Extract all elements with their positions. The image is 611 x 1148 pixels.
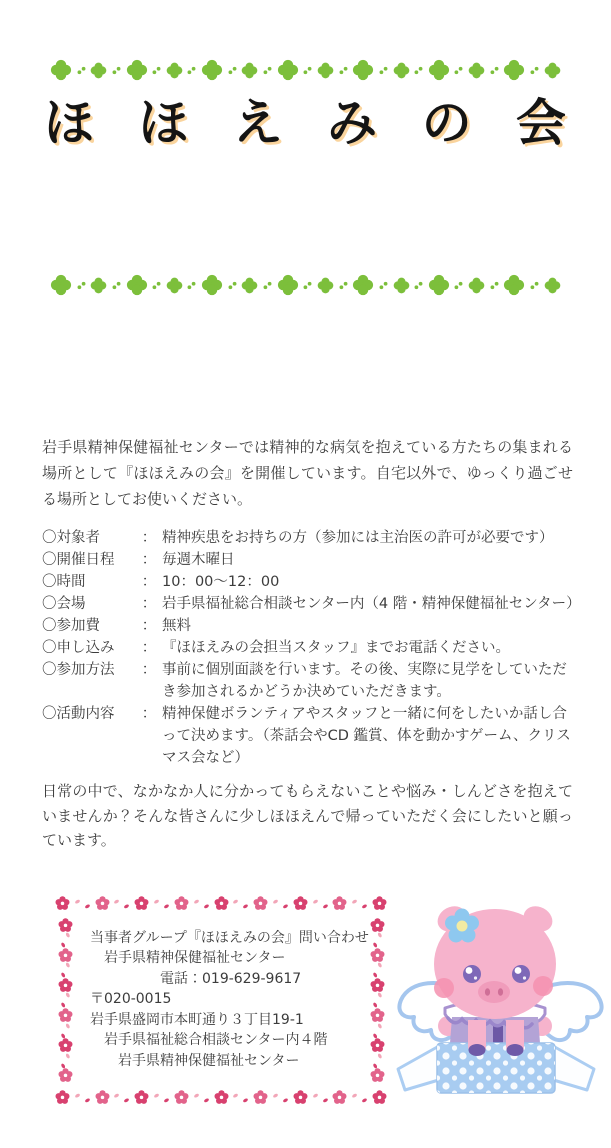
- sparkle-icon: [338, 280, 349, 291]
- title-char: え: [232, 94, 283, 152]
- info-label: 〇参加費: [42, 618, 100, 634]
- title-char: の: [421, 94, 472, 152]
- clover-icon: [544, 62, 561, 79]
- sakura-petal-icon: [112, 1090, 133, 1105]
- sparkle-icon: [529, 65, 540, 76]
- clover-icon: [468, 277, 485, 294]
- intro-paragraph: 岩手県精神保健福祉センターでは精神的な病気を抱えている方たちの集まれる場所として『ほほえみの会』を開催しています。自宅以外で、ゆっくり過ごせる場所としてお使いください。: [42, 438, 573, 508]
- sparkle-icon: [489, 65, 500, 76]
- sakura-flower-icon: [332, 1090, 347, 1105]
- contact-line: 当事者グループ『ほほえみの会』問い合わせ: [90, 929, 369, 946]
- flyer-page: [0, 58, 611, 1069]
- info-colon: ：: [141, 640, 157, 656]
- sparkle-icon: [302, 65, 313, 76]
- sakura-petal-icon: [72, 1090, 93, 1105]
- clover-icon: [317, 277, 334, 294]
- pig-head: [433, 901, 557, 1019]
- clover-icon: [166, 62, 183, 79]
- gift-box: [437, 1043, 555, 1093]
- info-row: [42, 637, 575, 659]
- closing-paragraph: 日常の中で、なかなか人に分かってもらえないことや悩み・しんどさを抱えていませんか？そんな皆さんに少しほほえんで帰っていただく会にしたいと願っています。: [42, 782, 573, 849]
- info-row: [42, 593, 581, 615]
- info-colon: ：: [141, 618, 157, 634]
- sparkle-icon: [151, 65, 162, 76]
- sparkle-icon: [111, 280, 122, 291]
- sakura-flower-icon: [174, 1090, 189, 1105]
- clover-icon: [241, 62, 258, 79]
- sparkle-icon: [186, 280, 197, 291]
- info-colon: ：: [141, 552, 157, 568]
- info-value: 岩手県福祉総合相談センター内（4 階・精神保健福祉センター）: [162, 596, 581, 612]
- page-title: [44, 94, 566, 152]
- contact-box: [52, 894, 390, 1108]
- clover-icon: [90, 62, 107, 79]
- info-value: 精神疾患をお持ちの方（参加には主治医の許可が必要です）: [162, 530, 554, 546]
- sparkle-icon: [338, 65, 349, 76]
- sparkle-icon: [227, 65, 238, 76]
- title-char: ほ: [138, 94, 189, 152]
- clover-border-top: [50, 58, 561, 82]
- clover-icon: [201, 274, 223, 296]
- clover-icon: [544, 277, 561, 294]
- info-colon: ：: [141, 596, 157, 612]
- info-label: 〇参加方法: [42, 662, 115, 678]
- contact-line: 電話：019-629-9617: [160, 970, 302, 987]
- sakura-flower-icon: [293, 1090, 308, 1105]
- sakura-flower-icon: [214, 1090, 229, 1105]
- angel-pig-illustration: [390, 886, 611, 1116]
- sparkle-icon: [413, 280, 424, 291]
- sparkle-icon: [111, 65, 122, 76]
- sakura-flower-icon: [372, 1090, 387, 1105]
- pig-snout: [478, 981, 510, 1003]
- clover-icon: [126, 274, 148, 296]
- info-row: [42, 659, 575, 703]
- sparkle-icon: [186, 65, 197, 76]
- clover-icon: [277, 274, 299, 296]
- sakura-petal-icon: [310, 1090, 331, 1105]
- clover-border-bottom: [50, 154, 561, 416]
- info-value: 『ほほえみの会担当スタッフ』までお電話ください。: [162, 640, 510, 656]
- info-value: 毎週木曜日: [162, 552, 235, 568]
- sparkle-icon: [529, 280, 540, 291]
- sparkle-icon: [489, 280, 500, 291]
- info-label: 〇活動内容: [42, 706, 115, 722]
- sakura-border-bottom: [55, 1088, 387, 1108]
- clover-icon: [201, 59, 223, 81]
- sakura-petal-icon: [191, 1090, 212, 1105]
- sparkle-icon: [262, 65, 273, 76]
- info-row: [42, 571, 575, 593]
- info-row: [42, 615, 575, 637]
- sakura-flower-icon: [253, 1090, 268, 1105]
- clover-icon: [393, 62, 410, 79]
- info-value: 精神保健ボランティアやスタッフと一緒に何をしたいか話し合って決めます。（茶話会やCD 鑑賞、体を動かすゲーム、クリスマス会など）: [162, 706, 571, 766]
- clover-icon: [50, 59, 72, 81]
- info-label: 〇対象者: [42, 530, 100, 546]
- info-colon: ：: [141, 574, 157, 590]
- sakura-flower-icon: [55, 1090, 70, 1105]
- sakura-petal-icon: [270, 1090, 291, 1105]
- sakura-petal-icon: [151, 1090, 172, 1105]
- info-label: 〇申し込み: [42, 640, 115, 656]
- sparkle-icon: [262, 280, 273, 291]
- clover-icon: [90, 277, 107, 294]
- sakura-petal-icon: [349, 1090, 370, 1105]
- info-label: 〇会場: [42, 596, 86, 612]
- clover-icon: [241, 277, 258, 294]
- clover-icon: [166, 277, 183, 294]
- info-label: 〇開催日程: [42, 552, 115, 568]
- sparkle-icon: [76, 65, 87, 76]
- clover-icon: [126, 59, 148, 81]
- sparkle-icon: [453, 280, 464, 291]
- clover-icon: [428, 59, 450, 81]
- info-row: [42, 703, 575, 769]
- contact-lines: [52, 894, 390, 1072]
- info-colon: ：: [141, 706, 157, 722]
- clover-icon: [428, 274, 450, 296]
- sparkle-icon: [378, 280, 389, 291]
- sparkle-icon: [302, 280, 313, 291]
- sparkle-icon: [227, 280, 238, 291]
- pig-skirt: [448, 1017, 540, 1043]
- contact-line: 岩手県福祉総合相談センター内４階: [104, 1032, 328, 1048]
- info-colon: ：: [141, 662, 157, 678]
- clover-icon: [277, 59, 299, 81]
- clover-icon: [352, 274, 374, 296]
- clover-icon: [317, 62, 334, 79]
- sparkle-icon: [453, 65, 464, 76]
- info-list: [42, 527, 581, 769]
- clover-icon: [503, 274, 525, 296]
- title-char: 会: [515, 94, 566, 152]
- info-row: [42, 549, 575, 571]
- title-char: み: [327, 94, 378, 152]
- info-value: 事前に個別面談を行います。その後、実際に見学をしていただき参加されるかどうか決めていただきます。: [162, 662, 567, 700]
- contact-line: 〒020-0015: [90, 991, 172, 1007]
- sakura-flower-icon: [134, 1090, 149, 1105]
- sparkle-icon: [413, 65, 424, 76]
- info-value: 10：00～12：00: [162, 574, 280, 590]
- footer-area: [0, 886, 611, 1148]
- clover-icon: [352, 59, 374, 81]
- sakura-petal-icon: [231, 1090, 252, 1105]
- info-label: 〇時間: [42, 574, 86, 590]
- clover-icon: [393, 277, 410, 294]
- contact-line: 岩手県精神保健福祉センター: [104, 950, 286, 966]
- sparkle-icon: [76, 280, 87, 291]
- info-value: 無料: [162, 618, 191, 634]
- sparkle-icon: [151, 280, 162, 291]
- contact-line: 岩手県精神保健福祉センター: [118, 1052, 300, 1069]
- clover-icon: [468, 62, 485, 79]
- title-char: ほ: [44, 94, 94, 152]
- contact-line: 岩手県盛岡市本町通り３丁目19-1: [90, 1011, 304, 1028]
- clover-icon: [50, 274, 72, 296]
- info-colon: ：: [141, 530, 157, 546]
- info-row: [42, 527, 575, 549]
- sakura-flower-icon: [95, 1090, 110, 1105]
- sparkle-icon: [378, 65, 389, 76]
- clover-icon: [503, 59, 525, 81]
